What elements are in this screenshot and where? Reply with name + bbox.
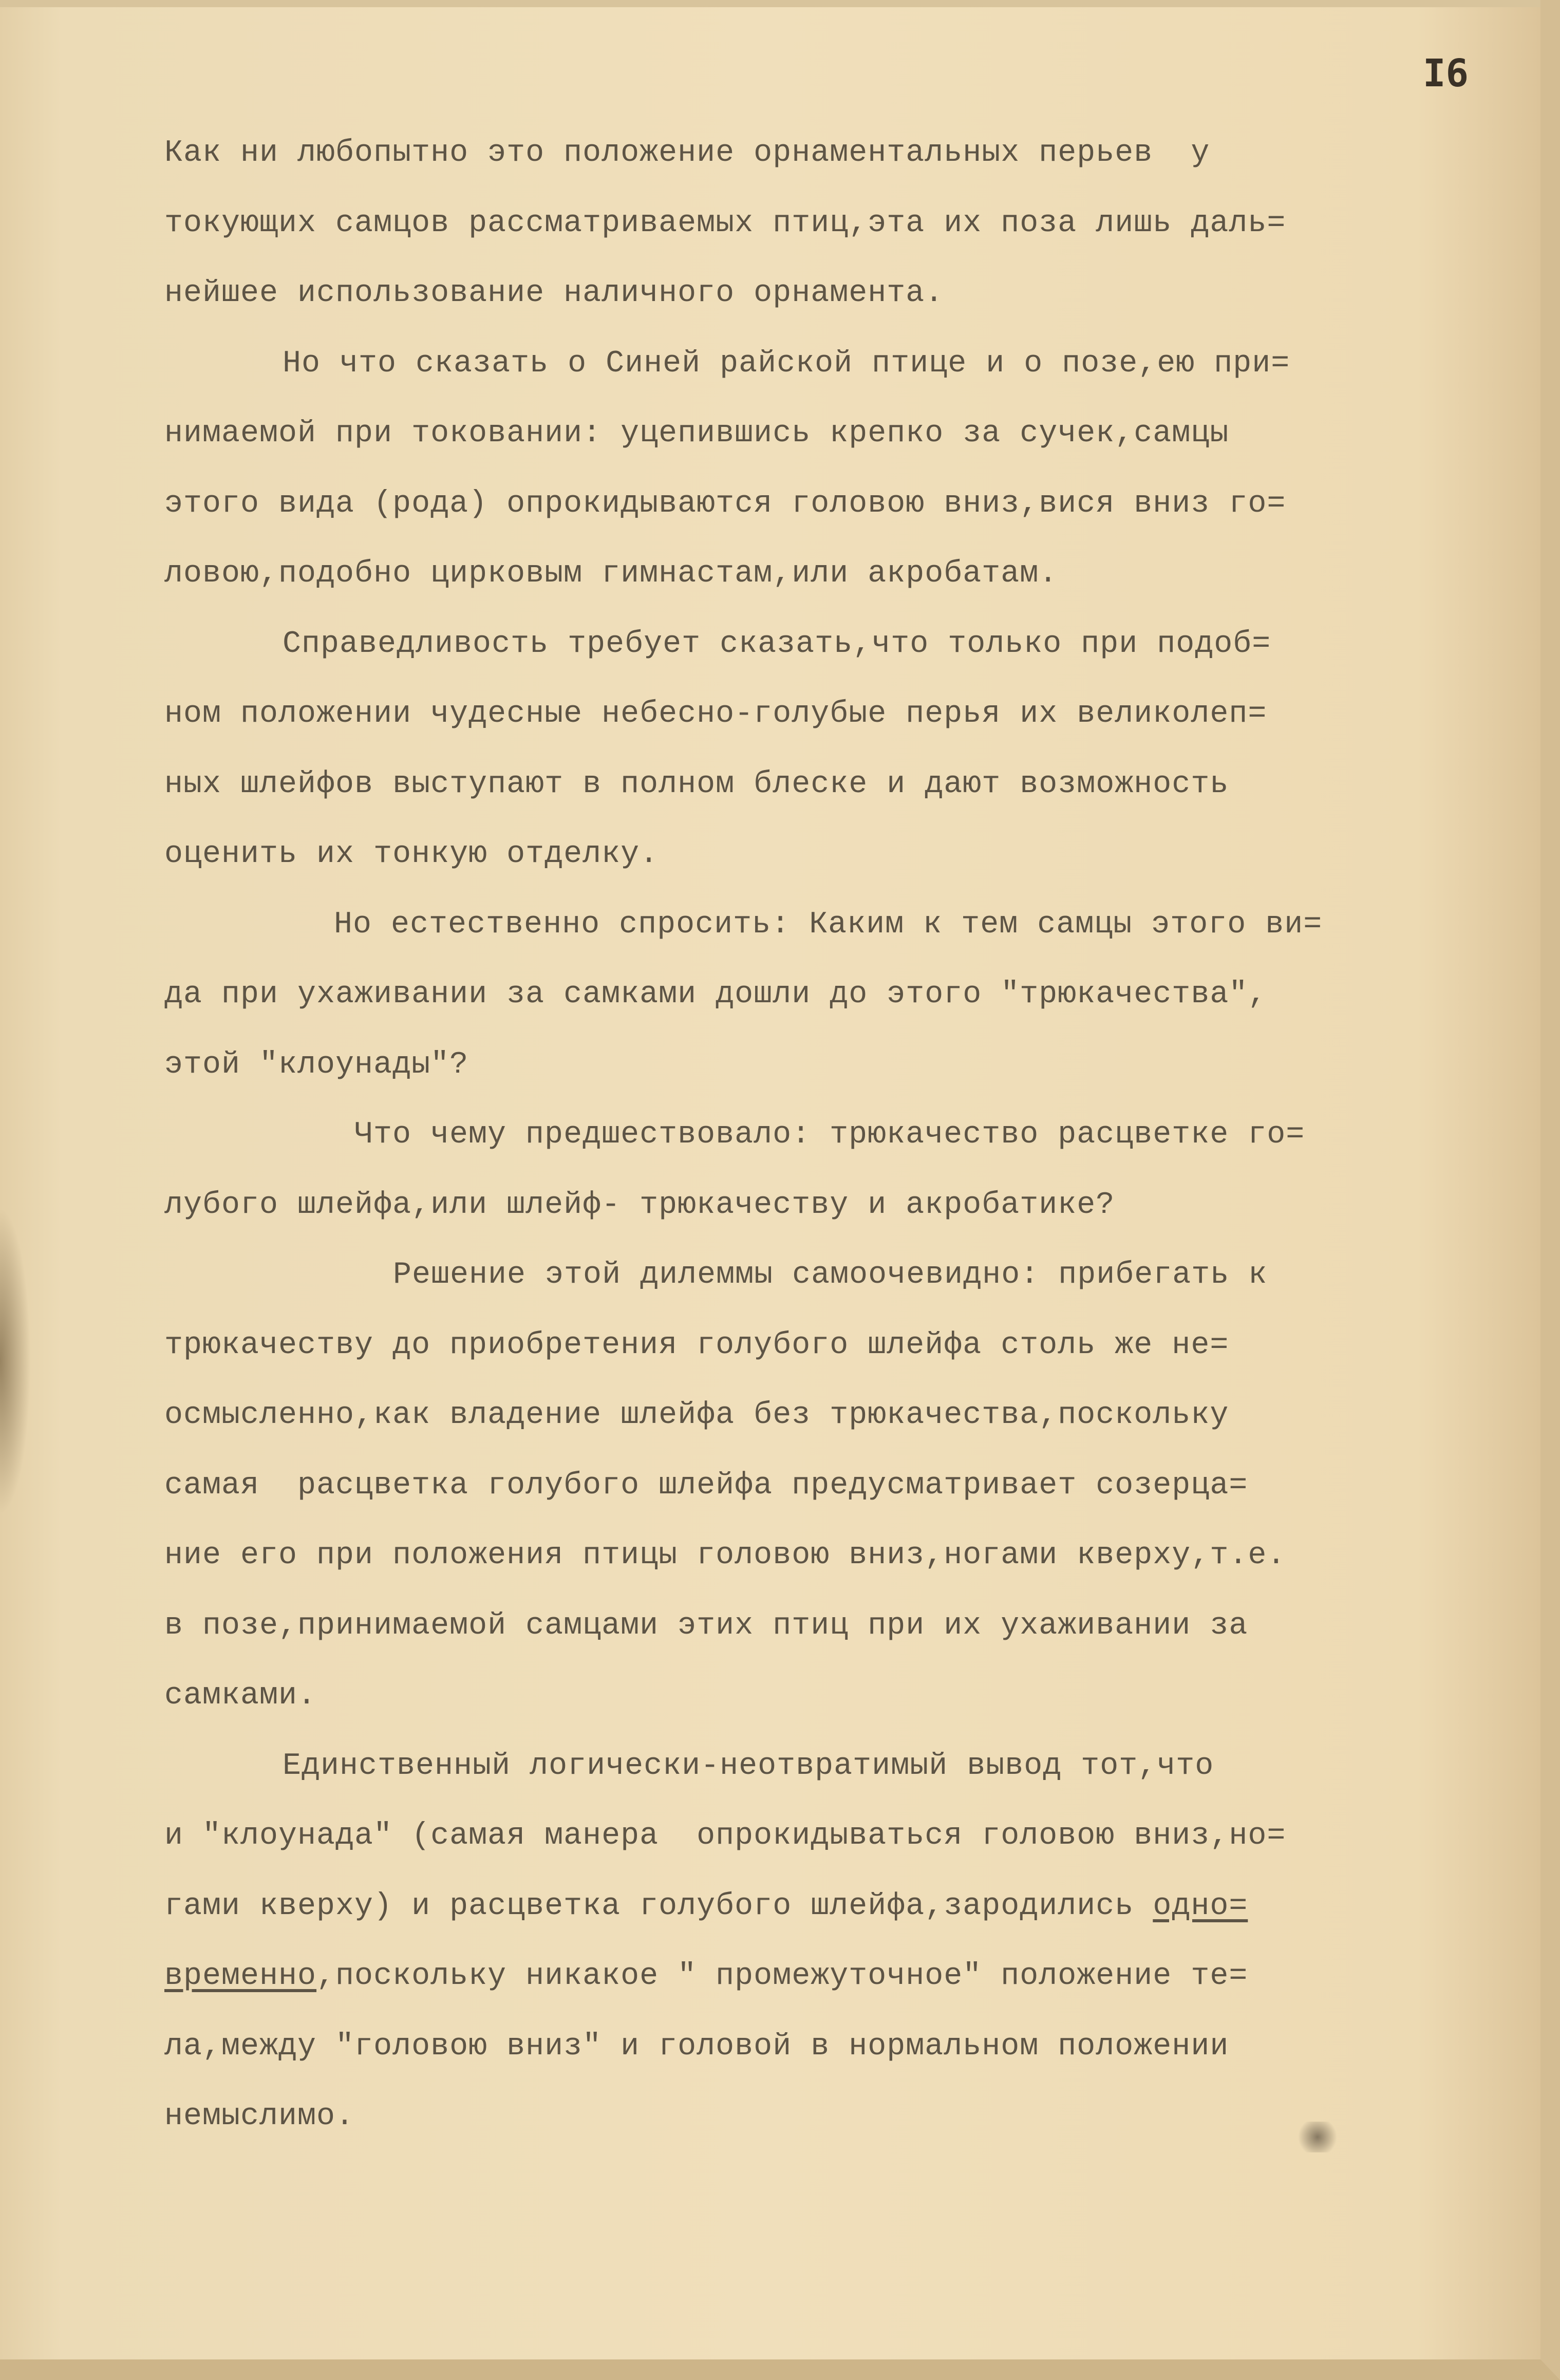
page-shadow — [0, 1207, 31, 1515]
underlined-word-part-2: временно — [164, 1959, 317, 1994]
ink-smudge — [1294, 2122, 1341, 2152]
text-line-9: ном положении чудесные небесно-голубые перья их великолеп= — [164, 697, 1267, 732]
text-line-4: Но что сказать о Синей райской птице и о позе,ею при= — [283, 346, 1290, 381]
text-line-12: Но естественно спросить: Каким к тем самцы этого ви= — [334, 907, 1323, 942]
typed-text-body — [164, 118, 1500, 2152]
text-line-26 — [164, 1871, 1500, 1942]
text-line-7: ловою,подобно цирковым гимнастам,или акробатам. — [164, 556, 1058, 591]
text-line-15: Что чему предшествовало: трюкачество расцветке го= — [354, 1117, 1305, 1152]
text-line-17: Решение этой дилеммы самоочевидно: прибегать к — [393, 1258, 1268, 1292]
text-line-11: оценить их тонкую отделку. — [164, 837, 659, 872]
text-line-22: в позе,принимаемой самцами этих птиц при их ухаживании за — [164, 1608, 1248, 1643]
page-top-edge — [0, 0, 1540, 7]
text-line-8: Справедливость требует сказать,что только при подоб= — [283, 626, 1271, 662]
page-number: I6 — [1423, 51, 1469, 96]
text-line-27-rest: ,поскольку никакое " промежуточное" положение те= — [316, 1959, 1248, 1994]
text-line-28: ла,между "головою вниз" и головой в нормальном положении — [164, 2029, 1229, 2064]
text-line-29: немыслимо. — [164, 2099, 355, 2134]
text-line-14: этой "клоунады"? — [164, 1047, 469, 1082]
text-line-16: лубого шлейфа,или шлейф- трюкачеству и акробатике? — [164, 1187, 1115, 1223]
text-line-21: ние его при положения птицы головою вниз,ногами кверху,т.е. — [164, 1538, 1286, 1573]
text-line-27 — [164, 1941, 1500, 2012]
text-line-25: и "клоунада" (самая манера опрокидываться головою вниз,но= — [164, 1819, 1286, 1853]
text-line-24: Единственный логически-неотвратимый вывод тот,что — [283, 1748, 1214, 1784]
text-line-23: самками. — [164, 1678, 317, 1713]
text-line-10: ных шлейфов выступают в полном блеске и дают возможность — [164, 766, 1229, 802]
text-line-26-main: гами кверху) и расцветка голубого шлейфа,зародились — [164, 1888, 1153, 1924]
underlined-word-part-1: одно= — [1153, 1888, 1248, 1924]
text-line-18: трюкачеству до приобретения голубого шлейфа столь же не= — [164, 1327, 1229, 1363]
text-line-6: этого вида (рода) опрокидываются головою вниз,вися вниз го= — [164, 486, 1286, 521]
text-line-19: осмысленно,как владение шлейфа без трюкачества,поскольку — [164, 1398, 1229, 1433]
text-line-2: токующих самцов рассматриваемых птиц,эта их поза лишь даль= — [164, 205, 1286, 241]
text-line-5: нимаемой при токовании: уцепившись крепко за сучек,самцы — [164, 416, 1229, 451]
text-line-20: самая расцветка голубого шлейфа предусматривает созерца= — [164, 1468, 1248, 1503]
text-line-13: да при ухаживании за самками дошли до этого "трюкачества", — [164, 977, 1267, 1012]
text-line-3: нейшее использование наличного орнамента. — [164, 276, 944, 311]
text-line-1: Как ни любопытно это положение орнаментальных перьев у — [164, 136, 1210, 171]
